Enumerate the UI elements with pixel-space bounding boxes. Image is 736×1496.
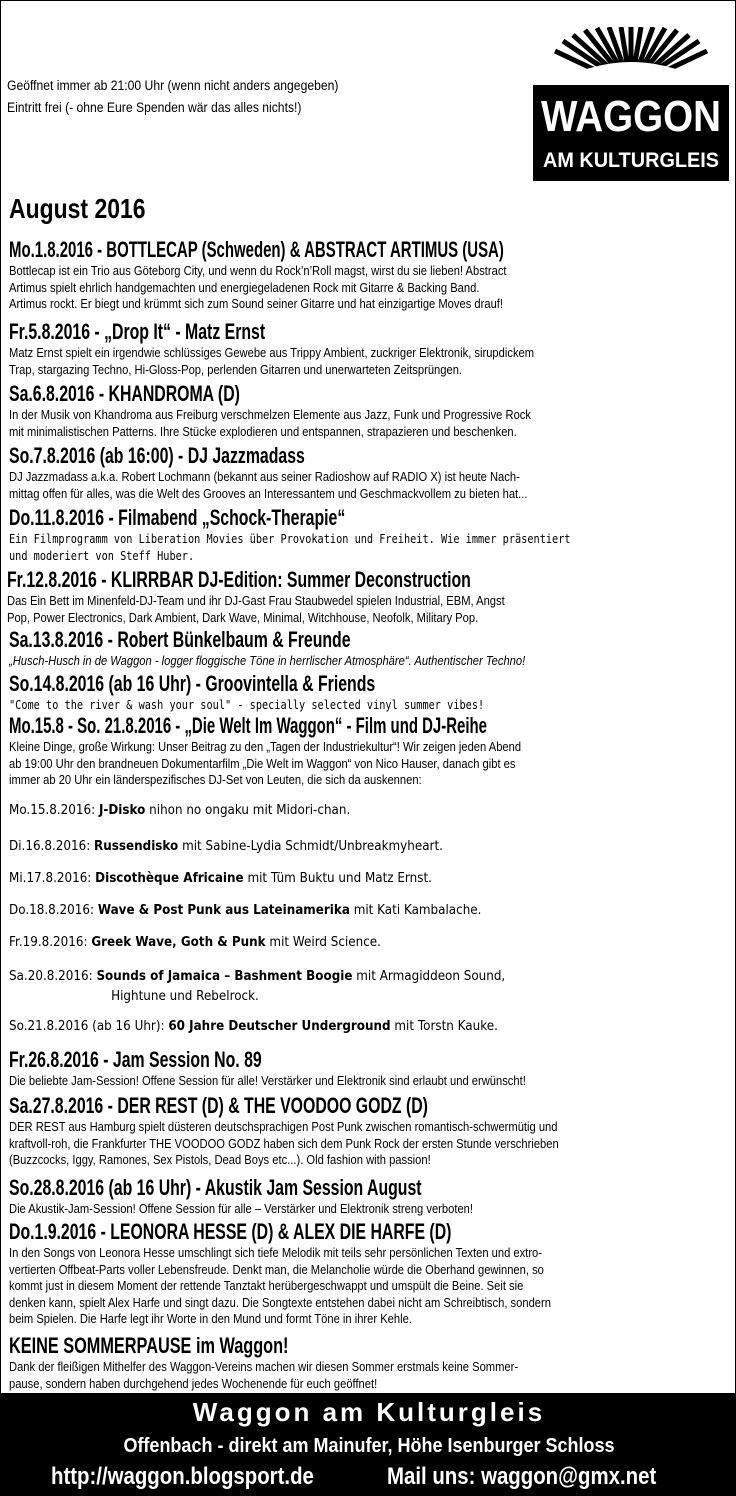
footer-venue-name: Waggon am Kulturgleis [192,1397,546,1427]
event-text: (Buzzcocks, Iggy, Ramones, Sex Pistols, Dead Boys etc...). Old fashion with passion! [9,1152,431,1167]
event-title: Fr.5.8.2016 - „Drop It“ - Matz Ernst [9,319,266,344]
footer-url-link[interactable]: http://waggon.blogsport.de [51,1463,314,1490]
event-title: Do.11.8.2016 - Filmabend „Schock-Therapie“ [9,505,346,530]
event-text: kommt just in diesem Moment der rettende Tanztakt herübergeschwappt und umspült die Beine. Seit sie [9,1278,524,1293]
week-day-item: Fr.19.8.2016: Greek Wave, Goth & Punk mit Weird Science. [9,935,381,950]
event-title: KEINE SOMMERPAUSE im Waggon! [9,1333,289,1358]
notice-no-summer-break [9,1333,733,1392]
week-day-item: Sa.20.8.2016: Sounds of Jamaica – Bashment Boogie mit Armagiddeon Sound, Hightune und Rebelrock. [9,969,506,1004]
event-title: So.28.8.2016 (ab 16 Uhr) - Akustik Jam Session August [9,1175,422,1200]
event-text: mit minimalistischen Patterns. Ihre Stücke explodieren und entspannen, strapazieren und beschenken. [9,423,517,439]
event-title: So.14.8.2016 (ab 16 Uhr) - Groovintella & Friends [9,671,376,696]
event-text: „Husch-Husch in de Waggon - logger floggische Töne in herrlischer Atmosphäre“. Authentischer Techno! [9,653,526,668]
event-klirrbar [7,567,733,626]
event-der-rest [9,1093,733,1169]
event-text: Das Ein Bett im Minenfeld-DJ-Team und ihr DJ-Gast Frau Staubwedel spielen Industrial, EBM, Angst [7,593,505,608]
footer-location: Offenbach - direkt am Mainufer, Höhe Isenburger Schloss [123,1435,615,1457]
event-title: Sa.13.8.2016 - Robert Bünkelbaum & Freunde [9,627,351,652]
sunburst-icon [547,27,715,87]
event-text: Artimus spielt ehrlich handgemachten und energiegeladenen Rock mit Gitarre & Backing Band. [9,279,480,295]
opening-info [7,75,338,119]
event-khandroma [9,381,733,440]
event-title: Sa.27.8.2016 - DER REST (D) & THE VOODOO GODZ (D) [9,1093,428,1118]
event-title: Mo.1.8.2016 - BOTTLECAP (Schweden) & ABSTRACT ARTIMUS (USA) [9,237,504,262]
event-text: Pop, Power Electronics, Dark Ambient, Dark Wave, Minimal, Witchhouse, Neofolk, Military Pop. [7,609,479,625]
event-text: vertierten Offbeat-Parts voller Lebensfreude. Denkt man, die Melancholie würde die Oberhand gewinnen, so [9,1261,544,1277]
event-text: In der Musik von Khandroma aus Freiburg verschmelzen Elemente aus Jazz, Funk und Progressive Rock [9,407,531,422]
week-day-item: Di.16.8.2016: Russendisko mit Sabine-Lydia Schmidt/Unbreakmyheart. [9,839,443,854]
event-text: denken kann, spielt Alex Harfe und singt dazu. Die Songtexte entstehen dabei nicht am Schreibtisch, sondern [9,1294,551,1310]
week-day-item: Do.18.8.2016: Wave & Post Punk aus Lateinamerika mit Kati Kambalache. [9,903,482,918]
entry-info: Eintritt frei (- ohne Eure Spenden wär das alles nichts!) [7,100,302,115]
event-text: Artimus rockt. Er biegt und krümmt sich zum Sound seiner Gitarre und hat einzigartige Moves drauf! [9,296,504,311]
event-title: Fr.12.8.2016 - KLIRRBAR DJ-Edition: Summer Deconstruction [7,567,471,592]
logo-name: WAGGON [541,92,721,141]
event-buenkelbaum [9,627,733,670]
event-text: DER REST aus Hamburg spielt düsteren deutschsprachigen Post Punk zwischen romantisch-schwermütig und [9,1119,558,1134]
event-title: Sa.6.8.2016 - KHANDROMA (D) [9,381,240,406]
event-text: beim Spielen. Die Harfe legt ihr Worte in den Mund und formt Töne in ihrer Kehle. [9,1311,412,1326]
week-day-item: Mo.15.8.2016: J-Disko nihon no ongaku mit Midori-chan. [9,803,351,818]
event-filmabend [9,505,733,564]
event-title: Do.1.9.2016 - LEONORA HESSE (D) & ALEX DIE HARFE (D) [9,1219,452,1244]
month-heading: August 2016 [9,193,146,224]
event-text: Bottlecap ist ein Trio aus Göteborg City, und wenn du Rock’n’Roll magst, wirst du sie lieben! Abstract [9,263,507,278]
event-text: und moderiert von Steff Huber. [9,547,195,563]
event-text: mittag offen für alles, was die Welt des Grooves an Interessantem und Geschmackvollem zu bieten hat... [9,485,528,501]
opening-hours: Geöffnet immer ab 21:00 Uhr (wenn nicht anders angegeben) [7,78,339,93]
event-text: Ein Filmprogramm von Liberation Movies über Provokation und Freiheit. Wie immer präsentiert [9,531,571,546]
event-text: pause, sondern haben durchgehend jedes Wochenende für euch geöffnet! [9,1375,378,1391]
event-text: Kleine Dinge, große Wirkung: Unser Beitrag zu den „Tagen der Industriekultur“! Wir zeigen jeden Abend [9,739,522,754]
event-title: Fr.26.8.2016 - Jam Session No. 89 [9,1047,262,1072]
week-day-item: Mi.17.8.2016: Discothèque Africaine mit Tüm Buktu und Matz Ernst. [9,871,432,886]
footer [1,1393,736,1496]
event-text: Dank der fleißigen Mithelfer des Waggon-Vereins machen wir diesen Sommer erstmals keine Sommer- [9,1359,519,1374]
logo-subtitle: AM KULTURGLEIS [543,149,719,172]
event-text: Matz Ernst spielt ein irgendwie schlüssiges Gewebe aus Trippy Ambient, zuckriger Elektronik, sirupdickem [9,345,535,360]
event-text: kraftvoll-roh, die Frankfurter THE VOODOO GODZ haben sich dem Punk Rock der ersten Stunde verschrieben [9,1135,559,1151]
waggon-logo [533,27,729,181]
event-leonora-hesse [9,1219,733,1328]
event-text: Trap, stargazing Techno, Hi-Gloss-Pop, perlenden Gitarren und unerwarteten Zeitsprüngen. [9,361,463,377]
event-text: immer ab 20 Uhr ein länderspezifisches DJ-Set von Leuten, die sich da auskennen: [9,772,422,787]
event-groovintella [9,671,733,714]
footer-mail-link[interactable]: Mail uns: waggon@gmx.net [387,1463,657,1490]
event-jazzmadass [9,443,733,502]
event-title: Mo.15.8 - So. 21.8.2016 - „Die Welt Im Waggon“ - Film und DJ-Reihe [9,713,487,738]
event-text: ab 19:00 Uhr den brandneuen Dokumentarfilm „Die Welt im Waggon“ von Nico Hauser, danach gibt es [9,755,516,771]
event-akustik-jam [9,1175,733,1218]
event-welt-im-waggon [9,713,733,789]
event-text: Die beliebte Jam-Session! Offene Session für alle! Verstärker und Elektronik sind erlaubt und erwünscht! [9,1073,526,1088]
event-text: In den Songs von Leonora Hesse umschlingt sich tiefe Melodik mit teils sehr persönlichen Texten und extro- [9,1245,542,1260]
event-bottlecap [9,237,733,313]
event-text: Die Akustik-Jam-Session! Offene Session für alle – Verstärker und Elektronik streng verboten! [9,1201,473,1216]
week-day-item: So.21.8.2016 (ab 16 Uhr): 60 Jahre Deutscher Underground mit Torstn Kauke. [9,1019,498,1034]
event-jam-session [9,1047,733,1090]
event-title: So.7.8.2016 (ab 16:00) - DJ Jazzmadass [9,443,305,468]
event-text: "Come to the river & wash your soul" - specially selected vinyl summer vibes! [9,697,485,712]
event-text: DJ Jazzmadass a.k.a. Robert Lochmann (bekannt aus seiner Radioshow auf RADIO X) ist heute Nach- [9,469,520,484]
event-drop-it [9,319,733,378]
